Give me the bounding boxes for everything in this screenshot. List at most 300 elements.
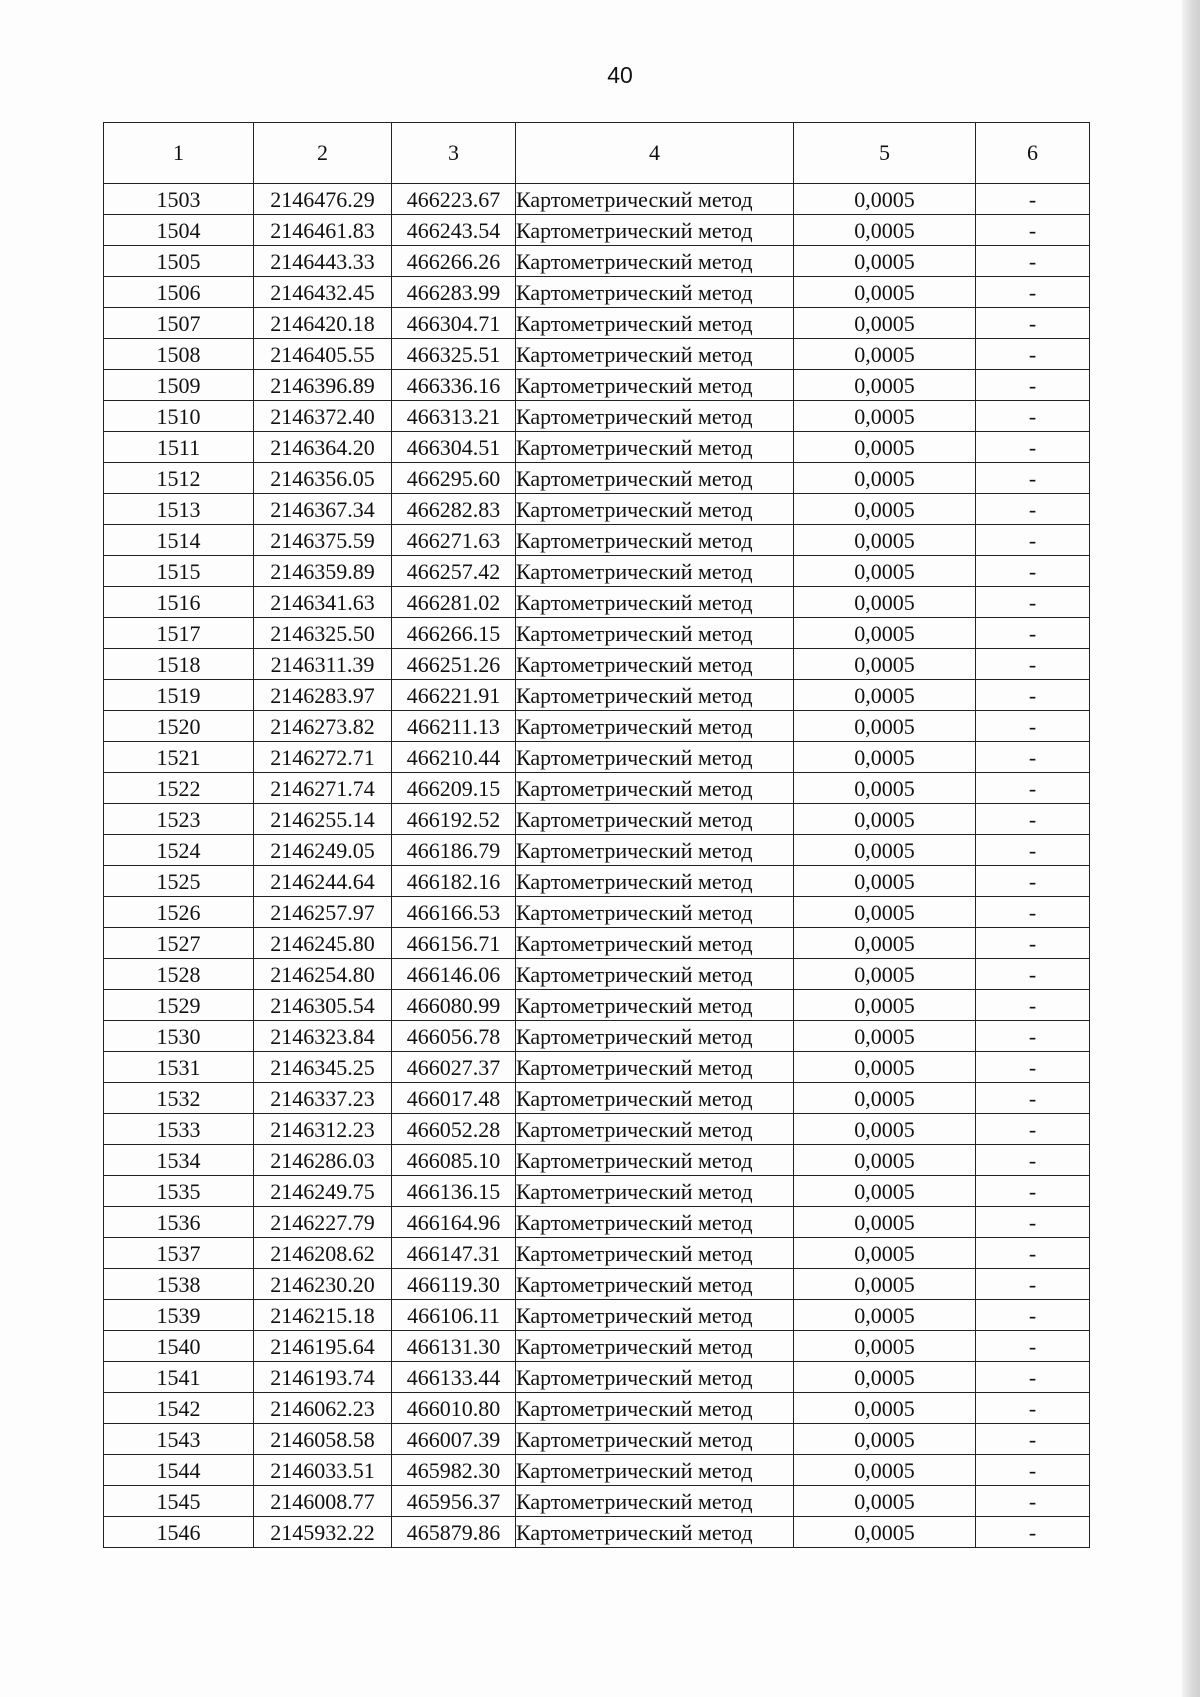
cell-y-coordinate: 466156.71 [392,928,516,959]
cell-accuracy: 0,0005 [794,246,976,277]
table-row [104,184,1090,215]
cell-y-coordinate: 466080.99 [392,990,516,1021]
table-row [104,463,1090,494]
column-header-accuracy: 5 [794,123,976,184]
cell-accuracy: 0,0005 [794,184,976,215]
cell-method: Картометрический метод [516,525,794,556]
cell-note: - [976,866,1090,897]
cell-accuracy: 0,0005 [794,401,976,432]
cell-x-coordinate: 2146033.51 [254,1455,392,1486]
cell-accuracy: 0,0005 [794,1486,976,1517]
table-row [104,215,1090,246]
cell-note: - [976,835,1090,866]
table-row [104,1238,1090,1269]
cell-point-number: 1524 [104,835,254,866]
cell-method: Картометрический метод [516,339,794,370]
cell-accuracy: 0,0005 [794,1393,976,1424]
cell-note: - [976,1269,1090,1300]
table-row [104,1207,1090,1238]
cell-accuracy: 0,0005 [794,680,976,711]
cell-accuracy: 0,0005 [794,1300,976,1331]
cell-x-coordinate: 2146323.84 [254,1021,392,1052]
table-row [104,277,1090,308]
cell-method: Картометрический метод [516,277,794,308]
cell-accuracy: 0,0005 [794,556,976,587]
cell-point-number: 1509 [104,370,254,401]
cell-point-number: 1522 [104,773,254,804]
cell-note: - [976,215,1090,246]
cell-method: Картометрический метод [516,587,794,618]
cell-y-coordinate: 466282.83 [392,494,516,525]
cell-y-coordinate: 466146.06 [392,959,516,990]
cell-y-coordinate: 466281.02 [392,587,516,618]
cell-method: Картометрический метод [516,1021,794,1052]
cell-accuracy: 0,0005 [794,711,976,742]
cell-x-coordinate: 2146245.80 [254,928,392,959]
cell-y-coordinate: 466283.99 [392,277,516,308]
table-body [104,184,1090,1548]
cell-x-coordinate: 2146255.14 [254,804,392,835]
cell-method: Картометрический метод [516,649,794,680]
cell-note: - [976,1362,1090,1393]
cell-accuracy: 0,0005 [794,277,976,308]
table-row [104,1300,1090,1331]
table-row [104,339,1090,370]
table-row [104,959,1090,990]
cell-point-number: 1519 [104,680,254,711]
column-header-note: 6 [976,123,1090,184]
cell-point-number: 1538 [104,1269,254,1300]
cell-x-coordinate: 2146325.50 [254,618,392,649]
cell-method: Картометрический метод [516,184,794,215]
cell-x-coordinate: 2146311.39 [254,649,392,680]
cell-y-coordinate: 466133.44 [392,1362,516,1393]
cell-accuracy: 0,0005 [794,804,976,835]
table-row [104,1486,1090,1517]
cell-note: - [976,370,1090,401]
cell-point-number: 1539 [104,1300,254,1331]
cell-note: - [976,959,1090,990]
cell-method: Картометрический метод [516,1176,794,1207]
cell-x-coordinate: 2146058.58 [254,1424,392,1455]
cell-note: - [976,1083,1090,1114]
cell-y-coordinate: 466056.78 [392,1021,516,1052]
cell-y-coordinate: 466209.15 [392,773,516,804]
cell-y-coordinate: 466131.30 [392,1331,516,1362]
cell-accuracy: 0,0005 [794,649,976,680]
cell-x-coordinate: 2146215.18 [254,1300,392,1331]
cell-method: Картометрический метод [516,215,794,246]
cell-method: Картометрический метод [516,1114,794,1145]
cell-note: - [976,1300,1090,1331]
cell-x-coordinate: 2146283.97 [254,680,392,711]
cell-method: Картометрический метод [516,680,794,711]
cell-point-number: 1540 [104,1331,254,1362]
table-row [104,773,1090,804]
cell-accuracy: 0,0005 [794,1021,976,1052]
cell-x-coordinate: 2146208.62 [254,1238,392,1269]
cell-accuracy: 0,0005 [794,1145,976,1176]
cell-point-number: 1515 [104,556,254,587]
cell-point-number: 1505 [104,246,254,277]
cell-method: Картометрический метод [516,773,794,804]
cell-note: - [976,556,1090,587]
cell-y-coordinate: 466186.79 [392,835,516,866]
cell-note: - [976,401,1090,432]
cell-point-number: 1508 [104,339,254,370]
cell-note: - [976,1455,1090,1486]
cell-y-coordinate: 466085.10 [392,1145,516,1176]
cell-method: Картометрический метод [516,1145,794,1176]
cell-note: - [976,308,1090,339]
cell-method: Картометрический метод [516,618,794,649]
cell-note: - [976,618,1090,649]
cell-point-number: 1545 [104,1486,254,1517]
cell-accuracy: 0,0005 [794,1114,976,1145]
cell-method: Картометрический метод [516,1486,794,1517]
cell-accuracy: 0,0005 [794,1052,976,1083]
cell-point-number: 1543 [104,1424,254,1455]
cell-note: - [976,432,1090,463]
cell-method: Картометрический метод [516,1455,794,1486]
cell-y-coordinate: 466164.96 [392,1207,516,1238]
cell-method: Картометрический метод [516,308,794,339]
cell-x-coordinate: 2146356.05 [254,463,392,494]
cell-x-coordinate: 2146443.33 [254,246,392,277]
cell-accuracy: 0,0005 [794,1238,976,1269]
cell-y-coordinate: 465982.30 [392,1455,516,1486]
table-header-row [104,123,1090,184]
table-row [104,370,1090,401]
cell-x-coordinate: 2146244.64 [254,866,392,897]
cell-note: - [976,1145,1090,1176]
cell-y-coordinate: 466304.71 [392,308,516,339]
cell-method: Картометрический метод [516,1300,794,1331]
table-row [104,928,1090,959]
cell-method: Картометрический метод [516,742,794,773]
cell-point-number: 1531 [104,1052,254,1083]
cell-y-coordinate: 466017.48 [392,1083,516,1114]
cell-x-coordinate: 2146432.45 [254,277,392,308]
cell-point-number: 1529 [104,990,254,1021]
cell-method: Картометрический метод [516,1269,794,1300]
cell-y-coordinate: 466313.21 [392,401,516,432]
cell-x-coordinate: 2146272.71 [254,742,392,773]
cell-note: - [976,1331,1090,1362]
cell-x-coordinate: 2146405.55 [254,339,392,370]
table-row [104,1393,1090,1424]
cell-accuracy: 0,0005 [794,618,976,649]
cell-y-coordinate: 466266.26 [392,246,516,277]
cell-x-coordinate: 2146227.79 [254,1207,392,1238]
cell-method: Картометрический метод [516,370,794,401]
table-row [104,1052,1090,1083]
cell-note: - [976,1052,1090,1083]
cell-x-coordinate: 2146372.40 [254,401,392,432]
cell-method: Картометрический метод [516,463,794,494]
cell-y-coordinate: 466210.44 [392,742,516,773]
cell-x-coordinate: 2146008.77 [254,1486,392,1517]
cell-accuracy: 0,0005 [794,1517,976,1548]
table-row [104,680,1090,711]
page-number: 40 [607,62,633,88]
cell-y-coordinate: 466182.16 [392,866,516,897]
table-row [104,308,1090,339]
cell-x-coordinate: 2146359.89 [254,556,392,587]
cell-note: - [976,990,1090,1021]
cell-accuracy: 0,0005 [794,1269,976,1300]
cell-note: - [976,1424,1090,1455]
cell-note: - [976,897,1090,928]
cell-note: - [976,463,1090,494]
cell-y-coordinate: 465879.86 [392,1517,516,1548]
cell-method: Картометрический метод [516,1052,794,1083]
cell-note: - [976,928,1090,959]
cell-note: - [976,184,1090,215]
cell-method: Картометрический метод [516,1331,794,1362]
cell-note: - [976,1207,1090,1238]
cell-y-coordinate: 466295.60 [392,463,516,494]
cell-y-coordinate: 466010.80 [392,1393,516,1424]
cell-y-coordinate: 466257.42 [392,556,516,587]
cell-x-coordinate: 2146195.64 [254,1331,392,1362]
cell-point-number: 1512 [104,463,254,494]
cell-x-coordinate: 2146476.29 [254,184,392,215]
cell-method: Картометрический метод [516,928,794,959]
cell-method: Картометрический метод [516,556,794,587]
cell-accuracy: 0,0005 [794,990,976,1021]
cell-y-coordinate: 466147.31 [392,1238,516,1269]
cell-accuracy: 0,0005 [794,835,976,866]
table-row [104,1331,1090,1362]
cell-method: Картометрический метод [516,401,794,432]
cell-y-coordinate: 466211.13 [392,711,516,742]
cell-x-coordinate: 2145932.22 [254,1517,392,1548]
cell-x-coordinate: 2146367.34 [254,494,392,525]
cell-accuracy: 0,0005 [794,1083,976,1114]
cell-accuracy: 0,0005 [794,773,976,804]
cell-method: Картометрический метод [516,1393,794,1424]
table-row [104,1021,1090,1052]
table-row [104,587,1090,618]
cell-x-coordinate: 2146461.83 [254,215,392,246]
cell-accuracy: 0,0005 [794,1455,976,1486]
cell-point-number: 1528 [104,959,254,990]
cell-note: - [976,277,1090,308]
cell-note: - [976,1021,1090,1052]
coordinates-table [103,122,1090,1548]
table-row [104,1269,1090,1300]
table-row [104,618,1090,649]
cell-accuracy: 0,0005 [794,928,976,959]
cell-accuracy: 0,0005 [794,1362,976,1393]
cell-method: Картометрический метод [516,990,794,1021]
cell-point-number: 1514 [104,525,254,556]
cell-point-number: 1510 [104,401,254,432]
cell-y-coordinate: 466136.15 [392,1176,516,1207]
cell-method: Картометрический метод [516,1362,794,1393]
cell-point-number: 1541 [104,1362,254,1393]
cell-point-number: 1525 [104,866,254,897]
table-row [104,1114,1090,1145]
cell-accuracy: 0,0005 [794,1424,976,1455]
cell-point-number: 1504 [104,215,254,246]
cell-point-number: 1511 [104,432,254,463]
cell-y-coordinate: 466243.54 [392,215,516,246]
cell-accuracy: 0,0005 [794,463,976,494]
table-row [104,525,1090,556]
table-row [104,866,1090,897]
cell-point-number: 1513 [104,494,254,525]
cell-x-coordinate: 2146312.23 [254,1114,392,1145]
cell-point-number: 1533 [104,1114,254,1145]
cell-method: Картометрический метод [516,959,794,990]
cell-note: - [976,525,1090,556]
table-row [104,649,1090,680]
cell-accuracy: 0,0005 [794,494,976,525]
cell-x-coordinate: 2146193.74 [254,1362,392,1393]
table-row [104,1455,1090,1486]
cell-x-coordinate: 2146305.54 [254,990,392,1021]
cell-note: - [976,1393,1090,1424]
cell-x-coordinate: 2146341.63 [254,587,392,618]
cell-accuracy: 0,0005 [794,897,976,928]
cell-accuracy: 0,0005 [794,525,976,556]
cell-point-number: 1542 [104,1393,254,1424]
table-row [104,1083,1090,1114]
table-row [104,990,1090,1021]
cell-note: - [976,711,1090,742]
cell-method: Картометрический метод [516,432,794,463]
cell-method: Картометрический метод [516,1207,794,1238]
cell-note: - [976,1517,1090,1548]
cell-x-coordinate: 2146271.74 [254,773,392,804]
cell-accuracy: 0,0005 [794,1331,976,1362]
cell-point-number: 1527 [104,928,254,959]
cell-x-coordinate: 2146364.20 [254,432,392,463]
cell-note: - [976,1114,1090,1145]
cell-y-coordinate: 466223.67 [392,184,516,215]
cell-point-number: 1534 [104,1145,254,1176]
table-row [104,711,1090,742]
table-row [104,835,1090,866]
cell-x-coordinate: 2146345.25 [254,1052,392,1083]
table-row [104,1424,1090,1455]
cell-x-coordinate: 2146396.89 [254,370,392,401]
cell-x-coordinate: 2146420.18 [254,308,392,339]
cell-method: Картометрический метод [516,1517,794,1548]
cell-method: Картометрический метод [516,897,794,928]
cell-point-number: 1516 [104,587,254,618]
cell-y-coordinate: 465956.37 [392,1486,516,1517]
cell-note: - [976,773,1090,804]
cell-accuracy: 0,0005 [794,587,976,618]
cell-x-coordinate: 2146254.80 [254,959,392,990]
column-header-y: 3 [392,123,516,184]
cell-point-number: 1517 [104,618,254,649]
table-row [104,742,1090,773]
cell-x-coordinate: 2146062.23 [254,1393,392,1424]
cell-point-number: 1546 [104,1517,254,1548]
cell-point-number: 1536 [104,1207,254,1238]
table-row [104,1176,1090,1207]
cell-method: Картометрический метод [516,866,794,897]
cell-point-number: 1503 [104,184,254,215]
cell-y-coordinate: 466007.39 [392,1424,516,1455]
table-row [104,432,1090,463]
column-header-x: 2 [254,123,392,184]
column-header-method: 4 [516,123,794,184]
cell-method: Картометрический метод [516,1083,794,1114]
cell-y-coordinate: 466119.30 [392,1269,516,1300]
cell-y-coordinate: 466304.51 [392,432,516,463]
cell-y-coordinate: 466166.53 [392,897,516,928]
table-row [104,401,1090,432]
cell-x-coordinate: 2146286.03 [254,1145,392,1176]
cell-x-coordinate: 2146230.20 [254,1269,392,1300]
cell-accuracy: 0,0005 [794,215,976,246]
cell-note: - [976,680,1090,711]
cell-accuracy: 0,0005 [794,866,976,897]
cell-note: - [976,742,1090,773]
cell-point-number: 1532 [104,1083,254,1114]
cell-method: Картометрический метод [516,835,794,866]
cell-method: Картометрический метод [516,494,794,525]
cell-x-coordinate: 2146273.82 [254,711,392,742]
cell-point-number: 1518 [104,649,254,680]
cell-note: - [976,246,1090,277]
cell-note: - [976,1176,1090,1207]
table-row [104,804,1090,835]
cell-y-coordinate: 466027.37 [392,1052,516,1083]
cell-note: - [976,1486,1090,1517]
cell-point-number: 1506 [104,277,254,308]
cell-accuracy: 0,0005 [794,339,976,370]
cell-note: - [976,587,1090,618]
cell-accuracy: 0,0005 [794,742,976,773]
cell-x-coordinate: 2146375.59 [254,525,392,556]
cell-note: - [976,1238,1090,1269]
table-row [104,246,1090,277]
cell-note: - [976,494,1090,525]
table-row [104,1517,1090,1548]
table-row [104,1362,1090,1393]
cell-method: Картометрический метод [516,1424,794,1455]
cell-point-number: 1523 [104,804,254,835]
cell-y-coordinate: 466052.28 [392,1114,516,1145]
cell-accuracy: 0,0005 [794,308,976,339]
table-row [104,897,1090,928]
cell-y-coordinate: 466251.26 [392,649,516,680]
cell-accuracy: 0,0005 [794,432,976,463]
cell-point-number: 1537 [104,1238,254,1269]
cell-y-coordinate: 466271.63 [392,525,516,556]
cell-y-coordinate: 466221.91 [392,680,516,711]
cell-method: Картометрический метод [516,711,794,742]
table-row [104,1145,1090,1176]
cell-note: - [976,339,1090,370]
cell-accuracy: 0,0005 [794,1207,976,1238]
cell-x-coordinate: 2146249.05 [254,835,392,866]
cell-method: Картометрический метод [516,246,794,277]
cell-accuracy: 0,0005 [794,959,976,990]
cell-accuracy: 0,0005 [794,1176,976,1207]
cell-x-coordinate: 2146249.75 [254,1176,392,1207]
scan-edge-shadow [1182,0,1200,1697]
cell-point-number: 1530 [104,1021,254,1052]
cell-y-coordinate: 466325.51 [392,339,516,370]
cell-point-number: 1507 [104,308,254,339]
